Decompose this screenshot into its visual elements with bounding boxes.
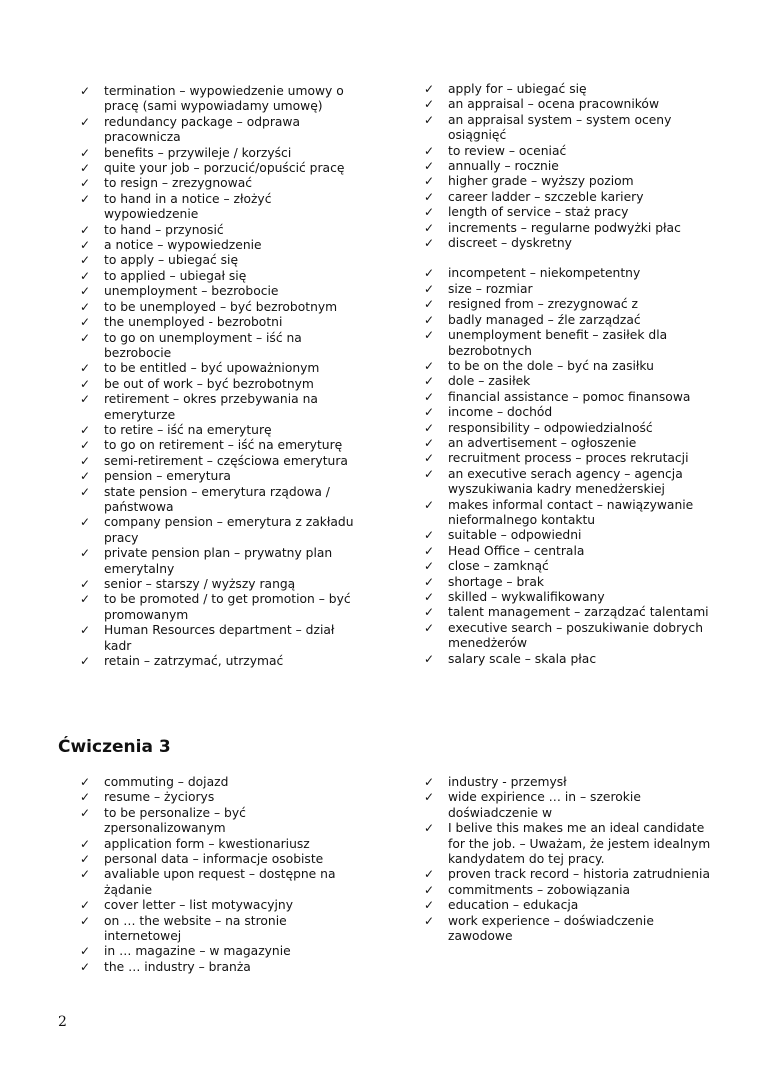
list-item — [80, 852, 365, 867]
check-icon: ✓ — [424, 112, 435, 127]
vocab-entry: proven track record – historia zatrudnienia — [448, 867, 710, 882]
list-item — [424, 790, 719, 821]
check-icon: ✓ — [80, 484, 91, 499]
vocab-entry: Head Office – centrala — [448, 543, 585, 558]
check-icon: ✓ — [80, 253, 91, 268]
list-item — [424, 914, 719, 945]
list-item — [424, 559, 719, 574]
check-icon: ✓ — [424, 82, 435, 96]
list-item — [80, 837, 365, 852]
list-item — [424, 266, 719, 281]
list-item — [424, 190, 719, 205]
check-icon: ✓ — [424, 451, 435, 466]
vocab-entry: quite your job – porzucić/opuścić pracę — [104, 161, 345, 176]
list-item — [80, 806, 365, 837]
check-icon: ✓ — [424, 435, 435, 450]
group-spacer — [424, 251, 719, 266]
vocab-entry: education – edukacja — [448, 898, 579, 913]
list-item — [80, 775, 365, 790]
vocab-group-appraisal — [424, 82, 719, 251]
vocab-entry: to be personalize – być zpersonalizowanym — [104, 805, 246, 836]
list-item — [80, 315, 365, 330]
list-item — [424, 605, 719, 620]
vocab-entry: to review – oceniać — [448, 143, 567, 158]
check-icon: ✓ — [80, 959, 91, 974]
check-icon: ✓ — [424, 266, 435, 281]
list-item — [80, 515, 365, 546]
list-item — [80, 898, 365, 913]
check-icon: ✓ — [80, 944, 91, 959]
vocab-entry: retirement – okres przebywania na emeryturze — [104, 392, 318, 422]
check-icon: ✓ — [424, 297, 435, 312]
check-icon: ✓ — [424, 374, 435, 389]
check-icon: ✓ — [80, 422, 91, 437]
vocab-entry: work experience – doświadczenie zawodowe — [448, 913, 654, 944]
vocab-entry: length of service – staż pracy — [448, 205, 629, 220]
check-icon: ✓ — [424, 590, 435, 604]
list-item — [80, 392, 365, 423]
check-icon: ✓ — [424, 189, 435, 204]
check-icon: ✓ — [424, 97, 435, 112]
vocab-entry: I belive this makes me an ideal candidate for the job. – Uważam, że jestem idealnym kandydatem do tej pracy. — [448, 821, 711, 867]
section-heading: Ćwiczenia 3 — [58, 737, 171, 757]
list-item — [424, 390, 719, 405]
vocab-entry: an appraisal – ocena pracowników — [448, 97, 660, 112]
check-icon: ✓ — [80, 867, 91, 882]
check-icon: ✓ — [80, 330, 91, 345]
check-icon: ✓ — [80, 268, 91, 283]
vocab-entry: unemployment – bezrobocie — [104, 284, 279, 299]
check-icon: ✓ — [80, 284, 91, 299]
check-icon: ✓ — [424, 358, 435, 373]
vocab-entry: company pension – emerytura z zakładu pracy — [104, 515, 354, 545]
vocab-entry: avaliable upon request – dostępne na żądanie — [104, 867, 336, 897]
check-icon: ✓ — [80, 361, 91, 376]
vocab-entry: on … the website – na stronie internetowej — [104, 913, 287, 944]
list-item — [424, 528, 719, 543]
check-icon: ✓ — [424, 466, 435, 481]
list-item — [80, 115, 365, 146]
vocab-entry: in … magazine – w magazynie — [104, 944, 291, 959]
vocab-entry: higher grade – wyższy poziom — [448, 174, 634, 189]
vocab-entry: to retire – iść na emeryturę — [104, 422, 272, 437]
check-icon: ✓ — [80, 453, 91, 468]
check-icon: ✓ — [80, 790, 91, 805]
list-item — [80, 361, 365, 376]
list-item — [424, 775, 719, 790]
vocab-entry: to be on the dole – być na zasiłku — [448, 358, 654, 373]
vocab-entry: salary scale – skala płac — [448, 651, 597, 666]
check-icon: ✓ — [80, 176, 91, 191]
vocab-entry: suitable – odpowiedni — [448, 528, 582, 543]
vocab-entry: to go on retirement – iść na emeryturę — [104, 438, 343, 453]
vocab-entry: to apply – ubiegać się — [104, 253, 239, 268]
vocab-entry: a notice – wypowiedzenie — [104, 238, 262, 253]
check-icon: ✓ — [424, 605, 435, 620]
check-icon: ✓ — [424, 143, 435, 158]
list-item — [424, 82, 719, 97]
list-item — [424, 236, 719, 251]
list-item — [424, 313, 719, 328]
vocab-entry: industry - przemysł — [448, 775, 567, 789]
vocab-entry: resume – życiorys — [104, 790, 215, 805]
check-icon: ✓ — [80, 376, 91, 391]
check-icon: ✓ — [424, 867, 435, 882]
vocab-entry: badly managed – źle zarządzać — [448, 312, 641, 327]
list-item — [80, 161, 365, 176]
list-item — [80, 867, 365, 898]
vocab-entry: to hand in a notice – złożyć wypowiedzenie — [104, 191, 272, 222]
check-icon: ✓ — [80, 654, 91, 669]
list-item — [424, 883, 719, 898]
list-item — [80, 300, 365, 315]
check-icon: ✓ — [424, 882, 435, 897]
vocab-entry: benefits – przywileje / korzyści — [104, 145, 292, 160]
list-item — [424, 898, 719, 913]
vocab-entry: the … industry – branża — [104, 959, 251, 974]
list-item — [424, 421, 719, 436]
list-item — [424, 328, 719, 359]
vocab-entry: shortage – brak — [448, 574, 544, 589]
check-icon: ✓ — [424, 220, 435, 235]
list-item — [80, 623, 365, 654]
list-item — [424, 621, 719, 652]
list-item — [80, 84, 365, 115]
list-item — [424, 821, 719, 867]
vocab-entry: close – zamknąć — [448, 559, 549, 574]
vocab-entry: talent management – zarządzać talentami — [448, 605, 709, 620]
vocab-list-right-bottom — [424, 775, 719, 944]
check-icon: ✓ — [80, 515, 91, 530]
vocab-entry: incompetent – niekompetentny — [448, 266, 641, 281]
vocab-entry: pension – emerytura — [104, 469, 231, 484]
check-icon: ✓ — [80, 145, 91, 160]
check-icon: ✓ — [424, 389, 435, 404]
list-item — [424, 174, 719, 189]
check-icon: ✓ — [424, 159, 435, 174]
vocab-entry: to applied – ubiegał się — [104, 268, 247, 283]
vocab-entry: termination – wypowiedzenie umowy o pracę (sami wypowiadamy umowę) — [104, 84, 344, 114]
list-item — [424, 436, 719, 451]
vocab-entry: apply for – ubiegać się — [448, 82, 587, 96]
vocab-entry: be out of work – być bezrobotnym — [104, 376, 314, 391]
check-icon: ✓ — [424, 574, 435, 589]
list-item — [80, 238, 365, 253]
vocab-group-recruitment — [424, 266, 719, 667]
check-icon: ✓ — [424, 420, 435, 435]
vocab-entry: wide expirience … in – szerokie doświadczenie w — [448, 790, 641, 820]
vocab-entry: redundancy package – odprawa pracownicza — [104, 114, 301, 145]
list-item — [80, 577, 365, 592]
check-icon: ✓ — [424, 312, 435, 327]
check-icon: ✓ — [424, 821, 435, 836]
check-icon: ✓ — [80, 836, 91, 851]
vocab-entry: commuting – dojazd — [104, 775, 229, 789]
check-icon: ✓ — [424, 913, 435, 928]
list-item — [424, 374, 719, 389]
check-icon: ✓ — [80, 238, 91, 253]
check-icon: ✓ — [80, 222, 91, 237]
list-item — [80, 192, 365, 223]
check-icon: ✓ — [424, 205, 435, 220]
vocab-entry: financial assistance – pomoc finansowa — [448, 389, 691, 404]
list-item — [80, 469, 365, 484]
check-icon: ✓ — [424, 236, 435, 251]
vocab-entry: private pension plan – prywatny plan emerytalny — [104, 546, 333, 576]
list-item — [424, 159, 719, 174]
check-icon: ✓ — [424, 775, 435, 789]
check-icon: ✓ — [80, 913, 91, 928]
check-icon: ✓ — [424, 790, 435, 805]
check-icon: ✓ — [424, 651, 435, 666]
list-item — [424, 544, 719, 559]
vocab-entry: career ladder – szczeble kariery — [448, 189, 644, 204]
check-icon: ✓ — [80, 469, 91, 484]
list-item — [80, 377, 365, 392]
check-icon: ✓ — [80, 392, 91, 407]
vocab-entry: an advertisement – ogłoszenie — [448, 435, 637, 450]
list-item — [424, 113, 719, 144]
check-icon: ✓ — [80, 191, 91, 206]
list-item — [80, 944, 365, 959]
vocab-entry: dole – zasiłek — [448, 374, 531, 389]
list-item — [424, 297, 719, 312]
list-item — [80, 423, 365, 438]
vocab-entry: an appraisal system – system oceny osiągnięć — [448, 112, 672, 143]
vocab-entry: to resign – zrezygnować — [104, 176, 253, 191]
check-icon: ✓ — [424, 497, 435, 512]
vocab-entry: discreet – dyskretny — [448, 236, 572, 251]
check-icon: ✓ — [424, 174, 435, 189]
check-icon: ✓ — [424, 405, 435, 420]
list-item — [424, 144, 719, 159]
vocab-entry: Human Resources department – dział kadr — [104, 623, 335, 653]
list-item — [80, 654, 365, 669]
list-item — [80, 223, 365, 238]
vocab-entry: application form – kwestionariusz — [104, 836, 310, 851]
list-item — [80, 790, 365, 805]
list-item — [424, 498, 719, 529]
list-item — [80, 146, 365, 161]
check-icon: ✓ — [80, 898, 91, 913]
check-icon: ✓ — [424, 543, 435, 558]
vocab-entry: the unemployed - bezrobotni — [104, 315, 283, 330]
vocab-entry: executive search – poszukiwanie dobrych menedżerów — [448, 620, 703, 651]
vocab-list-left-top — [80, 84, 365, 669]
check-icon: ✓ — [80, 592, 91, 607]
check-icon: ✓ — [80, 438, 91, 453]
check-icon: ✓ — [80, 546, 91, 561]
check-icon: ✓ — [80, 299, 91, 314]
list-item — [80, 454, 365, 469]
vocab-entry: increments – regularne podwyżki płac — [448, 220, 681, 235]
check-icon: ✓ — [80, 161, 91, 176]
check-icon: ✓ — [424, 281, 435, 296]
check-icon: ✓ — [424, 620, 435, 635]
list-item — [80, 485, 365, 516]
check-icon: ✓ — [80, 315, 91, 330]
vocab-entry: commitments – zobowiązania — [448, 882, 631, 897]
list-item — [424, 652, 719, 667]
vocab-entry: cover letter – list motywacyjny — [104, 898, 293, 913]
check-icon: ✓ — [80, 775, 91, 789]
vocab-list-right-top — [424, 82, 719, 667]
vocab-entry: annually – rocznie — [448, 159, 559, 174]
list-item — [424, 575, 719, 590]
check-icon: ✓ — [424, 898, 435, 913]
check-icon: ✓ — [80, 577, 91, 591]
list-item — [424, 405, 719, 420]
vocab-entry: responsibility – odpowiedzialność — [448, 420, 653, 435]
vocab-entry: to hand – przynosić — [104, 222, 224, 237]
list-item — [424, 467, 719, 498]
page-number: 2 — [58, 1014, 67, 1030]
vocab-entry: makes informal contact – nawiązywanie nieformalnego kontaktu — [448, 497, 694, 527]
check-icon: ✓ — [80, 805, 91, 820]
vocab-entry: income – dochód — [448, 405, 553, 420]
vocab-list-left-bottom — [80, 775, 365, 975]
vocab-entry: retain – zatrzymać, utrzymać — [104, 654, 284, 669]
check-icon: ✓ — [424, 328, 435, 343]
check-icon: ✓ — [424, 528, 435, 543]
list-item — [80, 438, 365, 453]
list-item — [424, 221, 719, 236]
vocab-entry: to go on unemployment – iść na bezrobocie — [104, 330, 302, 360]
vocab-entry: to be promoted / to get promotion – być promowanym — [104, 592, 351, 622]
list-item — [80, 253, 365, 268]
vocab-entry: senior – starszy / wyższy rangą — [104, 577, 296, 591]
vocab-entry: resigned from – zrezygnować z — [448, 297, 639, 312]
vocab-entry: state pension – emerytura rządowa / państwowa — [104, 484, 330, 514]
list-item — [80, 331, 365, 362]
vocab-entry: semi-retirement – częściowa emerytura — [104, 453, 348, 468]
check-icon: ✓ — [80, 852, 91, 867]
check-icon: ✓ — [80, 114, 91, 129]
check-icon: ✓ — [80, 623, 91, 638]
vocab-entry: personal data – informacje osobiste — [104, 852, 324, 867]
list-item — [80, 914, 365, 945]
list-item — [424, 867, 719, 882]
vocab-entry: size – rozmiar — [448, 281, 533, 296]
vocab-entry: an executive serach agency – agencja wyszukiwania kadry menedżerskiej — [448, 466, 683, 497]
check-icon: ✓ — [80, 84, 91, 98]
list-item — [80, 546, 365, 577]
list-item — [80, 269, 365, 284]
list-item — [80, 960, 365, 975]
list-item — [80, 592, 365, 623]
check-icon: ✓ — [424, 559, 435, 574]
vocab-entry: recruitment process – proces rekrutacji — [448, 451, 689, 466]
list-item — [424, 359, 719, 374]
list-item — [424, 590, 719, 605]
list-item — [80, 176, 365, 191]
list-item — [424, 97, 719, 112]
list-item — [80, 284, 365, 299]
vocab-entry: unemployment benefit – zasiłek dla bezrobotnych — [448, 328, 668, 358]
vocab-entry: to be unemployed – być bezrobotnym — [104, 299, 338, 314]
list-item — [424, 451, 719, 466]
list-item — [424, 205, 719, 220]
vocab-entry: skilled – wykwalifikowany — [448, 590, 605, 604]
list-item — [424, 282, 719, 297]
vocab-entry: to be entitled – być upoważnionym — [104, 361, 320, 376]
